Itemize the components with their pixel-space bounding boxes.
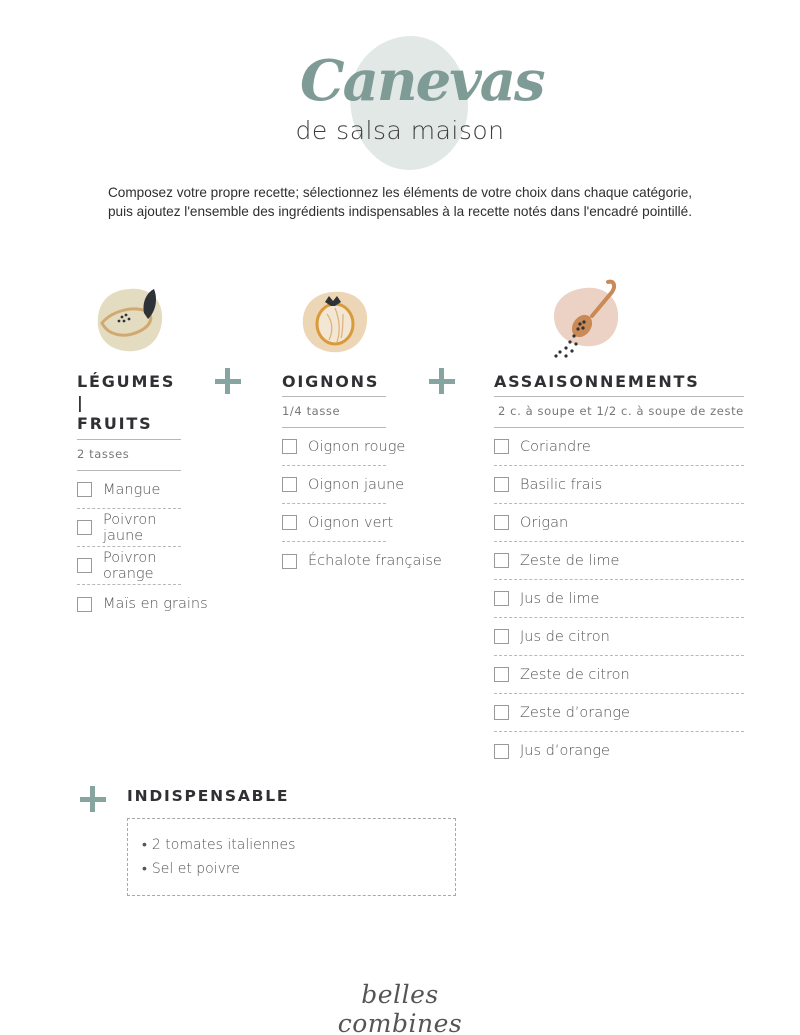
indispensable-title: INDISPENSABLE [127, 787, 290, 805]
checkbox[interactable] [282, 554, 297, 569]
page-subtitle: de salsa maison [295, 116, 505, 145]
column-title: OIGNONS [282, 372, 380, 391]
checkbox[interactable] [77, 520, 92, 535]
list-item[interactable]: Mangue [77, 471, 181, 509]
checkbox[interactable] [494, 553, 509, 568]
intro-line-2: puis ajoutez l'ensemble des ingrédients indispensables à la recette notés dans l'encadré pointillé. [107, 204, 693, 219]
checkbox[interactable] [494, 477, 509, 492]
list-item[interactable]: Zeste de citron [494, 656, 744, 694]
list-item[interactable]: Basilic frais [494, 466, 744, 504]
plus-icon [80, 786, 106, 812]
checkbox[interactable] [77, 558, 92, 573]
list-item[interactable]: Oignon vert [282, 504, 386, 542]
list-item[interactable]: Zeste de lime [494, 542, 744, 580]
checkbox[interactable] [494, 439, 509, 454]
list-item[interactable]: Oignon jaune [282, 466, 386, 504]
checkbox[interactable] [282, 477, 297, 492]
list-item[interactable]: Poivron orange [77, 547, 181, 585]
checkbox[interactable] [494, 744, 509, 759]
checkbox[interactable] [494, 705, 509, 720]
list-item[interactable]: Maïs en grains [77, 585, 181, 623]
quantity-label: 2 c. à soupe et 1/2 c. à soupe de zeste [498, 404, 744, 418]
checkbox[interactable] [282, 515, 297, 530]
plus-icon [215, 368, 241, 394]
checkbox[interactable] [494, 591, 509, 606]
list-item[interactable]: Zeste d’orange [494, 694, 744, 732]
column-assaisonnements [494, 371, 744, 770]
quantity-label: 1/4 tasse [282, 404, 341, 418]
checkbox[interactable] [494, 667, 509, 682]
indispensable-item: • 2 tomates italiennes [142, 837, 296, 853]
column-title: ASSAISONNEMENTS [494, 372, 700, 391]
lemon-icon [94, 285, 166, 355]
checkbox[interactable] [77, 482, 92, 497]
list-item[interactable]: Coriandre [494, 428, 744, 466]
list-item[interactable]: Poivron jaune [77, 509, 181, 547]
indispensable-item: • Sel et poivre [142, 861, 240, 877]
list-item[interactable]: Origan [494, 504, 744, 542]
quantity-label: 2 tasses [77, 447, 130, 461]
list-item[interactable]: Oignon rouge [282, 428, 386, 466]
page-title: Canevas [300, 48, 544, 114]
list-item[interactable]: Échalote française [282, 542, 386, 580]
checkbox[interactable] [282, 439, 297, 454]
onion-icon [299, 288, 371, 356]
list-item[interactable]: Jus de lime [494, 580, 744, 618]
intro-text [40, 183, 760, 221]
checkbox[interactable] [77, 597, 92, 612]
intro-line-1: Composez votre propre recette; sélectionnez les éléments de votre choix dans chaque catégorie, [107, 185, 693, 200]
list-item[interactable]: Jus d’orange [494, 732, 744, 770]
column-title: LÉGUMES | FRUITS [77, 372, 176, 433]
spoon-spices-icon [546, 278, 626, 362]
list-item[interactable]: Jus de citron [494, 618, 744, 656]
column-oignons [282, 371, 442, 580]
checkbox[interactable] [494, 629, 509, 644]
header [0, 0, 800, 180]
brand-logo: belles combines [337, 980, 463, 1035]
column-legumes-fruits [77, 371, 208, 623]
checkbox[interactable] [494, 515, 509, 530]
plus-icon [429, 368, 455, 394]
indispensable-box [127, 818, 456, 896]
